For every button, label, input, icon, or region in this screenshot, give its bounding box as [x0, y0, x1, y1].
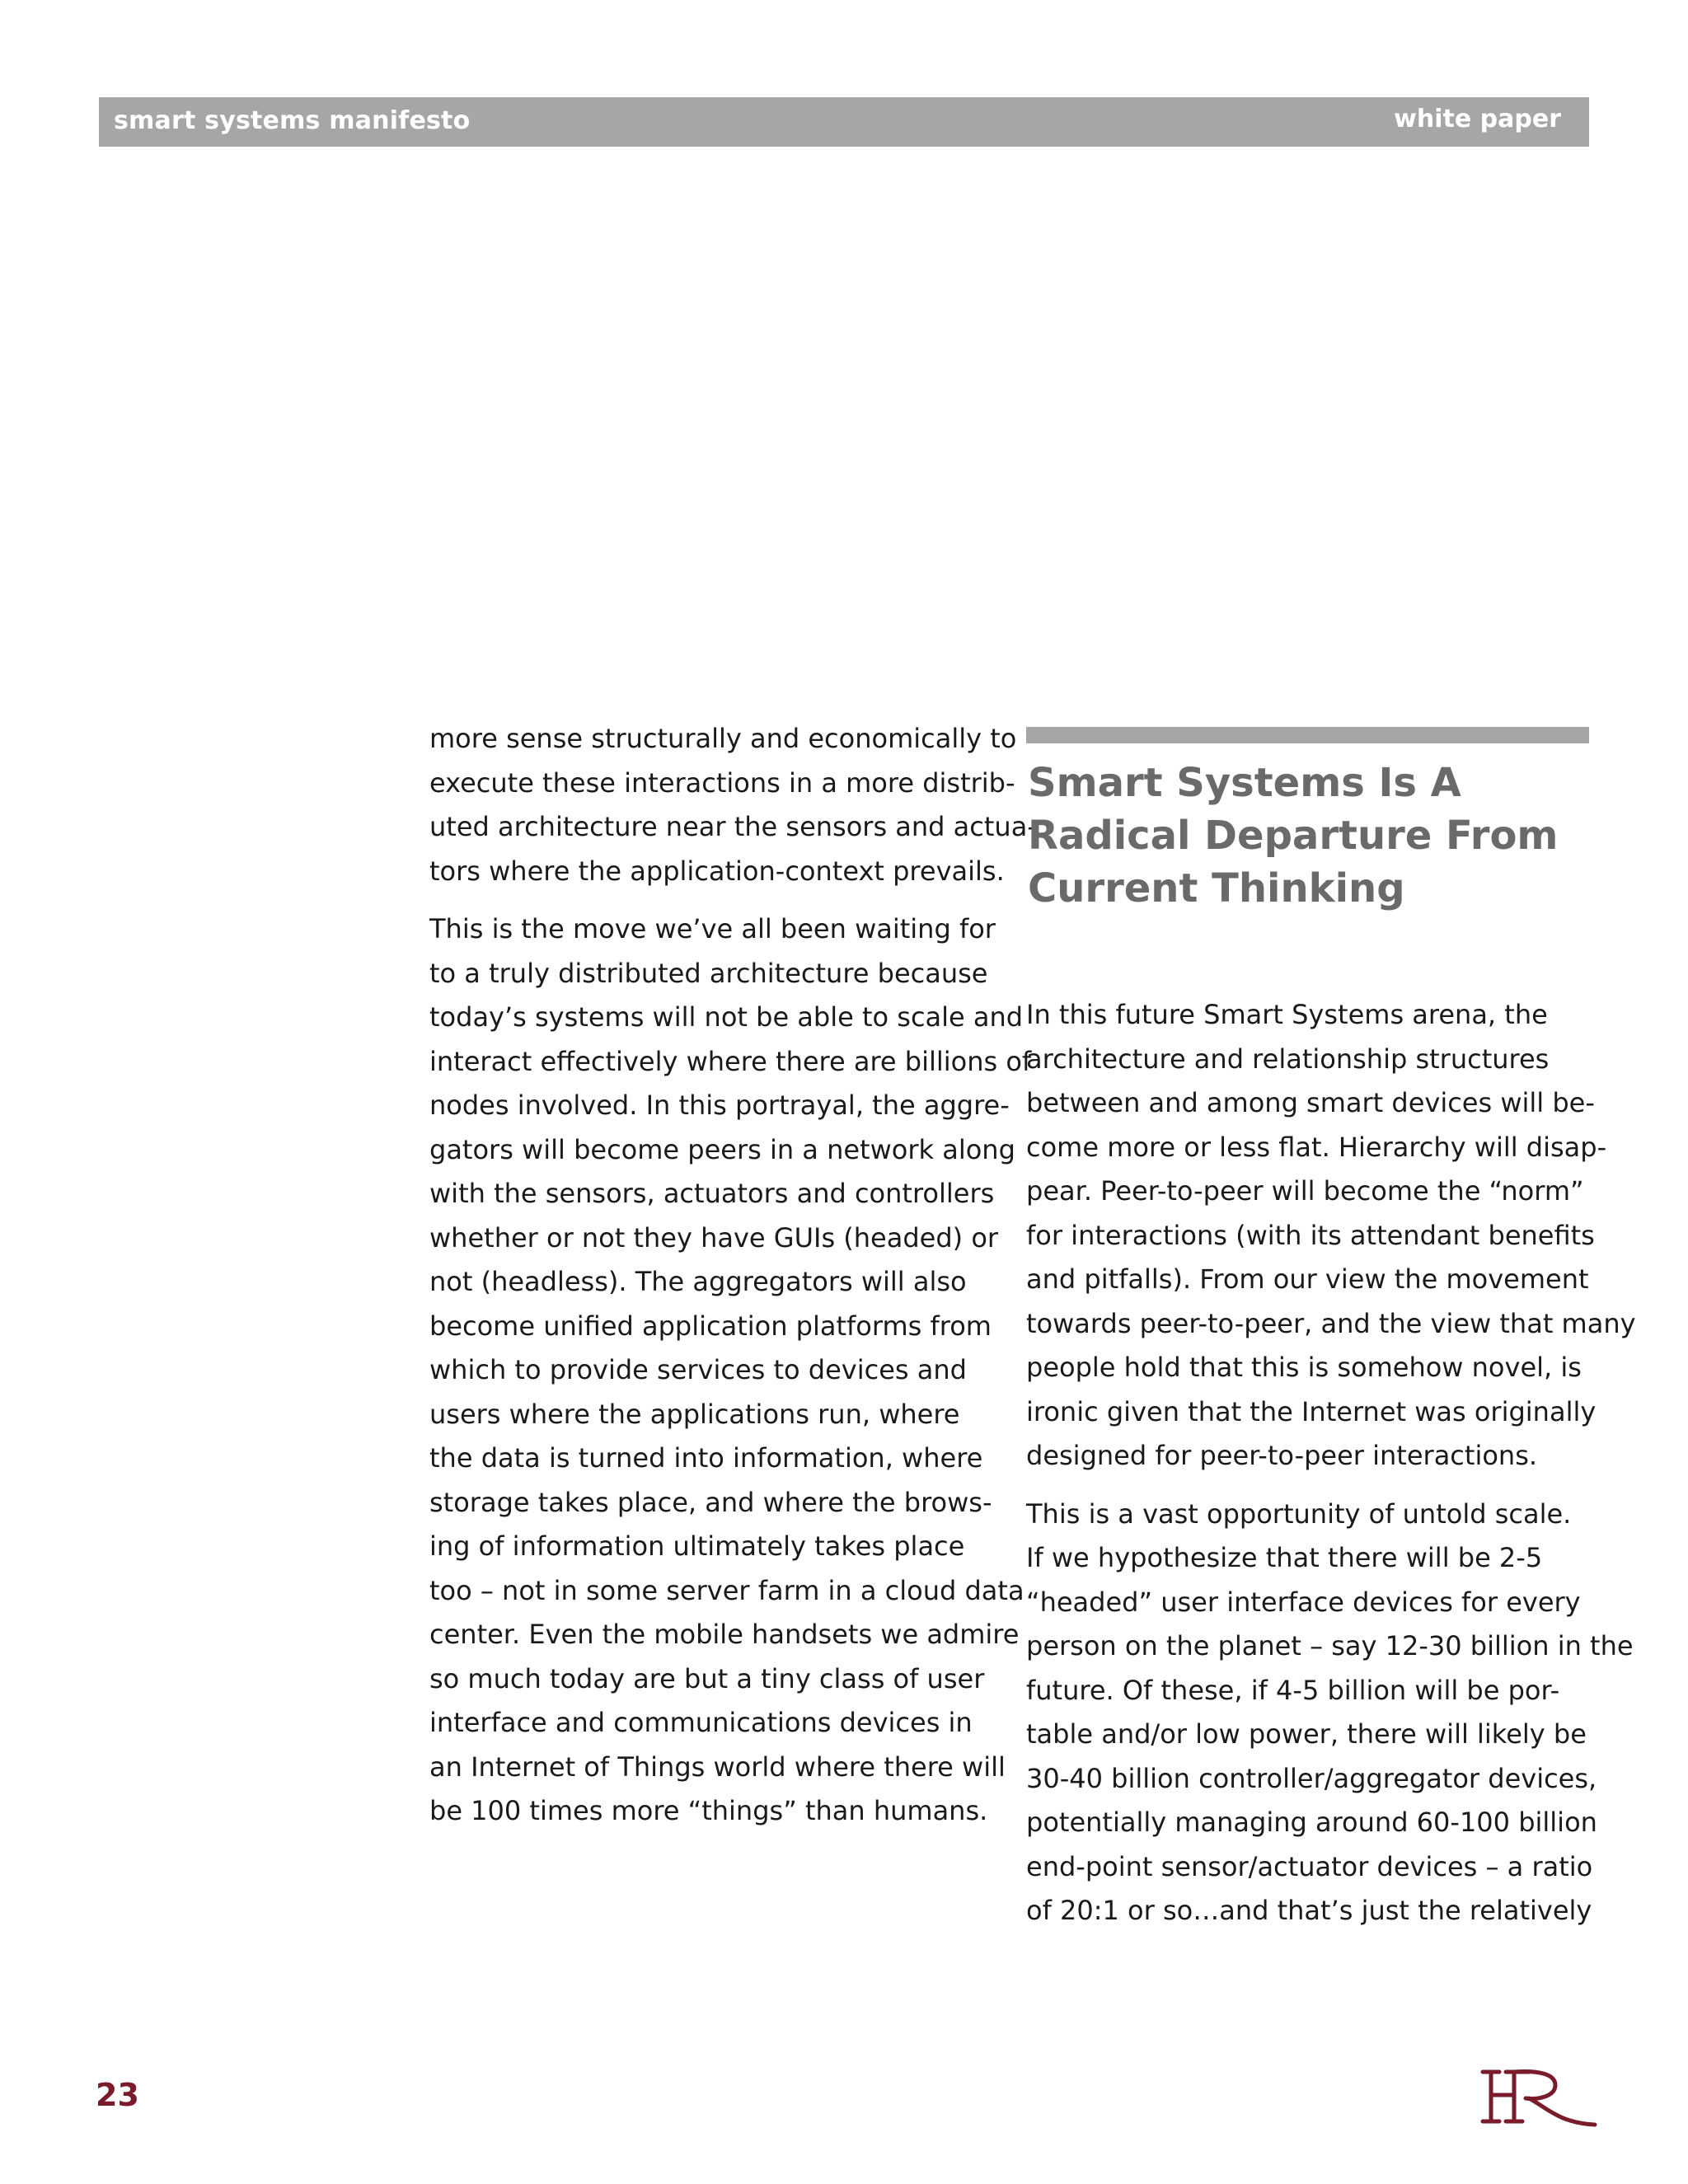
text-line: the data is turned into information, where — [429, 1442, 983, 1474]
text-line: end-point sensor/actuator devices – a ratio — [1026, 1850, 1593, 1882]
text-line: nodes involved. In this portrayal, the aggre- — [429, 1090, 1010, 1121]
text-line: with the sensors, actuators and controllers — [429, 1178, 995, 1209]
page-number: 23 — [96, 2077, 139, 2113]
text-line: If we hypothesize that there will be 2-5 — [1026, 1542, 1543, 1573]
text-line: between and among smart devices will be- — [1026, 1087, 1595, 1118]
text-line: storage takes place, and where the brows- — [429, 1486, 992, 1518]
text-line: so much today are but a tiny class of user — [429, 1662, 985, 1694]
text-line: and pitfalls). From our view the movement — [1026, 1263, 1589, 1295]
text-line: designed for peer-to-peer interactions. — [1026, 1440, 1538, 1471]
text-line: execute these interactions in a more distrib- — [429, 766, 1015, 799]
section-divider — [1026, 727, 1589, 743]
text-line: people hold that this is somehow novel, is — [1026, 1352, 1582, 1383]
text-line: “headed” user interface devices for every — [1026, 1586, 1581, 1618]
paragraph — [429, 907, 1032, 1834]
text-line: come more or less flat. Hierarchy will disap- — [1026, 1131, 1607, 1163]
paragraph — [429, 717, 1037, 893]
running-header — [99, 97, 1589, 147]
text-line: pear. Peer-to-peer will become the “norm” — [1026, 1175, 1584, 1207]
text-line: of 20:1 or so…and that’s just the relatively — [1026, 1895, 1592, 1926]
text-line: ing of information ultimately takes place — [429, 1530, 965, 1562]
text-line: too – not in some server farm in a cloud data — [429, 1574, 1025, 1606]
text-line: tors where the application-context prevails. — [429, 855, 1005, 887]
text-line: uted architecture near the sensors and actua- — [429, 811, 1037, 842]
text-line: not (headless). The aggregators will also — [429, 1266, 967, 1297]
text-line: This is the move we’ve all been waiting for — [429, 913, 996, 944]
text-line: interact effectively where there are billions of — [429, 1045, 1032, 1077]
text-line: to a truly distributed architecture because — [429, 957, 988, 989]
text-line: today’s systems will not be able to scale and — [429, 1001, 1024, 1033]
header-title: smart systems manifesto — [114, 106, 471, 135]
text-line: table and/or low power, there will likely be — [1026, 1718, 1587, 1750]
paragraph — [1026, 1493, 1634, 1933]
text-line: users where the applications run, where — [429, 1398, 960, 1430]
text-line: center. Even the mobile handsets we admire — [429, 1619, 1020, 1650]
text-line: This is a vast opportunity of untold scale. — [1026, 1497, 1572, 1530]
header-doc-type: white paper — [1394, 105, 1561, 134]
text-line: be 100 times more “things” than humans. — [429, 1795, 988, 1826]
text-line: an Internet of Things world where there will — [429, 1750, 1006, 1783]
text-line: future. Of these, if 4-5 billion will be por- — [1026, 1674, 1560, 1706]
section-heading: Smart Systems Is A Radical Departure From Current Thinking — [1028, 760, 1559, 912]
text-line: person on the planet – say 12-30 billion in the — [1026, 1630, 1634, 1661]
paragraph — [1026, 993, 1636, 1479]
text-line: more sense structurally and economically to — [429, 723, 1017, 754]
text-line: ironic given that the Internet was originally — [1026, 1395, 1597, 1427]
text-line: interface and communications devices in — [429, 1707, 973, 1738]
text-line: become unified application platforms from — [429, 1310, 992, 1342]
right-text-column — [1026, 993, 1636, 1947]
text-line: towards peer-to-peer, and the view that many — [1026, 1307, 1636, 1339]
text-line: potentially managing around 60-100 billion — [1026, 1807, 1597, 1838]
text-line: which to provide services to devices and — [429, 1354, 967, 1385]
left-text-column — [429, 717, 1037, 1848]
text-line: architecture and relationship structures — [1026, 1043, 1550, 1075]
hr-monogram-logo — [1479, 2060, 1603, 2135]
text-line: for interactions (with its attendant benefits — [1026, 1219, 1595, 1251]
text-line: 30-40 billion controller/aggregator devices, — [1026, 1762, 1597, 1794]
text-line: whether or not they have GUIs (headed) or — [429, 1221, 999, 1254]
text-line: In this future Smart Systems arena, the — [1026, 999, 1548, 1030]
text-line: gators will become peers in a network along — [429, 1133, 1015, 1165]
